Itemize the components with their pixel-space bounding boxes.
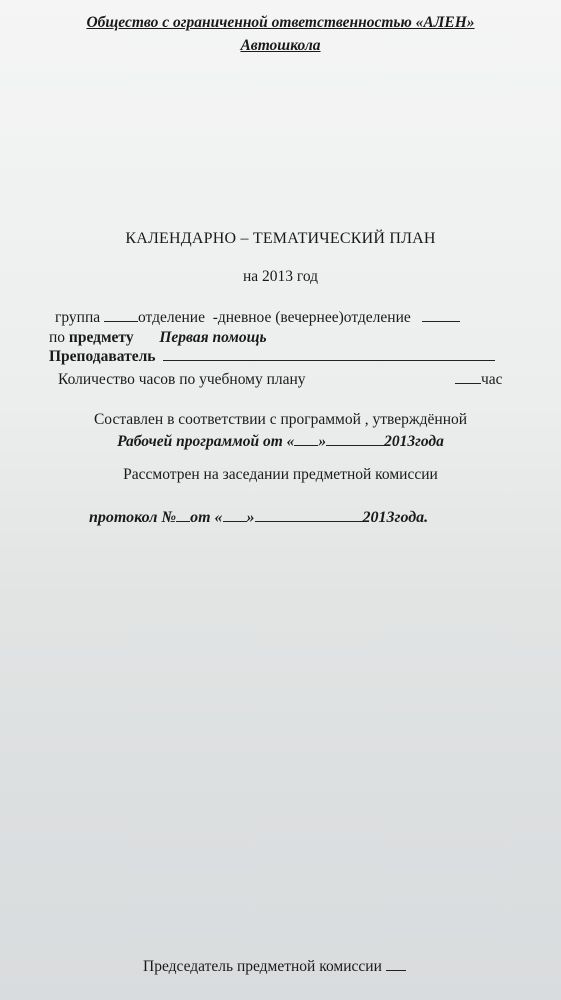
school-name: Автошкола	[240, 37, 321, 54]
protocol-label: протокол №	[89, 509, 177, 526]
protocol-year: 2013года.	[362, 509, 429, 526]
subject-label: предмету	[68, 329, 134, 346]
program-month-blank	[326, 444, 384, 446]
group-label: группа	[55, 309, 101, 326]
teacher-blank	[163, 359, 495, 361]
teacher-line	[49, 348, 495, 366]
hours-blank	[455, 382, 481, 384]
subject-value: Первая помощь	[159, 329, 267, 346]
subject-prefix: по	[49, 329, 66, 346]
group-line	[55, 309, 460, 327]
protocol-from: от «	[190, 509, 223, 526]
group-blank	[104, 320, 138, 322]
organization-name: Общество с ограниченной ответственностью «АЛЕН»	[86, 14, 475, 31]
protocol-day-blank	[223, 520, 247, 522]
protocol-quote-close: »	[246, 509, 255, 526]
program-quote-close: »	[318, 433, 327, 450]
chairman-line	[143, 958, 406, 976]
protocol-line	[89, 509, 428, 527]
protocol-month-blank	[255, 520, 363, 522]
form-label: -дневное (вечернее)отделение	[212, 309, 411, 326]
compliance-line-1: Составлен в соответствии с программой , утверждённой	[93, 411, 468, 428]
compliance-line-2	[0, 433, 561, 451]
chairman-blank	[386, 969, 406, 971]
subject-line	[49, 329, 267, 347]
teacher-label: Преподаватель	[49, 348, 156, 365]
program-label: Рабочей программой от «	[117, 433, 295, 450]
hours-unit: час	[481, 371, 503, 388]
hours-line	[58, 371, 306, 389]
program-day-blank	[294, 444, 318, 446]
department-label: отделение	[138, 309, 205, 326]
program-year: 2013года	[384, 433, 444, 450]
hours-label: Количество часов по учебному плану	[58, 371, 306, 388]
hours-value	[455, 371, 503, 389]
document-title: КАЛЕНДАРНО – ТЕМАТИЧЕСКИЙ ПЛАН	[125, 230, 436, 247]
year-line: на 2013 год	[242, 268, 319, 285]
form-blank	[422, 320, 460, 322]
chairman-label: Председатель предметной комиссии	[143, 958, 382, 975]
protocol-number-blank	[176, 520, 190, 522]
review-line: Рассмотрен на заседании предметной комиссии	[123, 466, 438, 483]
